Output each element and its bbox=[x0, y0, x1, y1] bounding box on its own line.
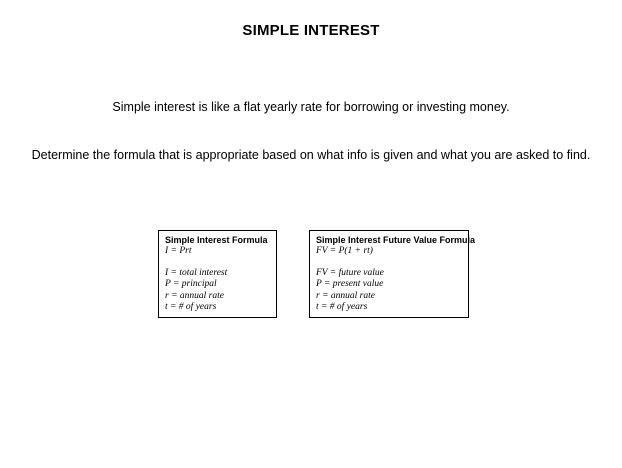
variable-definition: P = present value bbox=[316, 279, 384, 290]
variable-definition: P = principal bbox=[165, 279, 217, 290]
page-title: SIMPLE INTEREST bbox=[242, 22, 380, 39]
formula-spacer bbox=[165, 257, 270, 268]
variable-definition: r = annual rate bbox=[165, 290, 224, 301]
simple-interest-formula-box bbox=[158, 230, 277, 318]
variable-definition: FV = future value bbox=[316, 268, 384, 279]
simple-interest-formula: I = Prt bbox=[165, 246, 192, 256]
variable-definition: r = annual rate bbox=[316, 290, 375, 301]
future-value-formula: FV = P(1 + rt) bbox=[316, 246, 373, 256]
intro-text: Simple interest is like a flat yearly rate for borrowing or investing money. bbox=[112, 100, 510, 114]
future-value-heading: Simple Interest Future Value Formula bbox=[316, 235, 476, 245]
variable-definition: t = # of years bbox=[316, 301, 368, 312]
formula-spacer bbox=[316, 257, 462, 268]
instruction-text: Determine the formula that is appropriate based on what info is given and what you are asked to find. bbox=[31, 148, 591, 162]
variable-definition: t = # of years bbox=[165, 301, 217, 312]
future-value-formula-box bbox=[309, 230, 476, 318]
simple-interest-heading: Simple Interest Formula bbox=[165, 235, 268, 245]
variable-definition: I = total interest bbox=[165, 268, 228, 279]
